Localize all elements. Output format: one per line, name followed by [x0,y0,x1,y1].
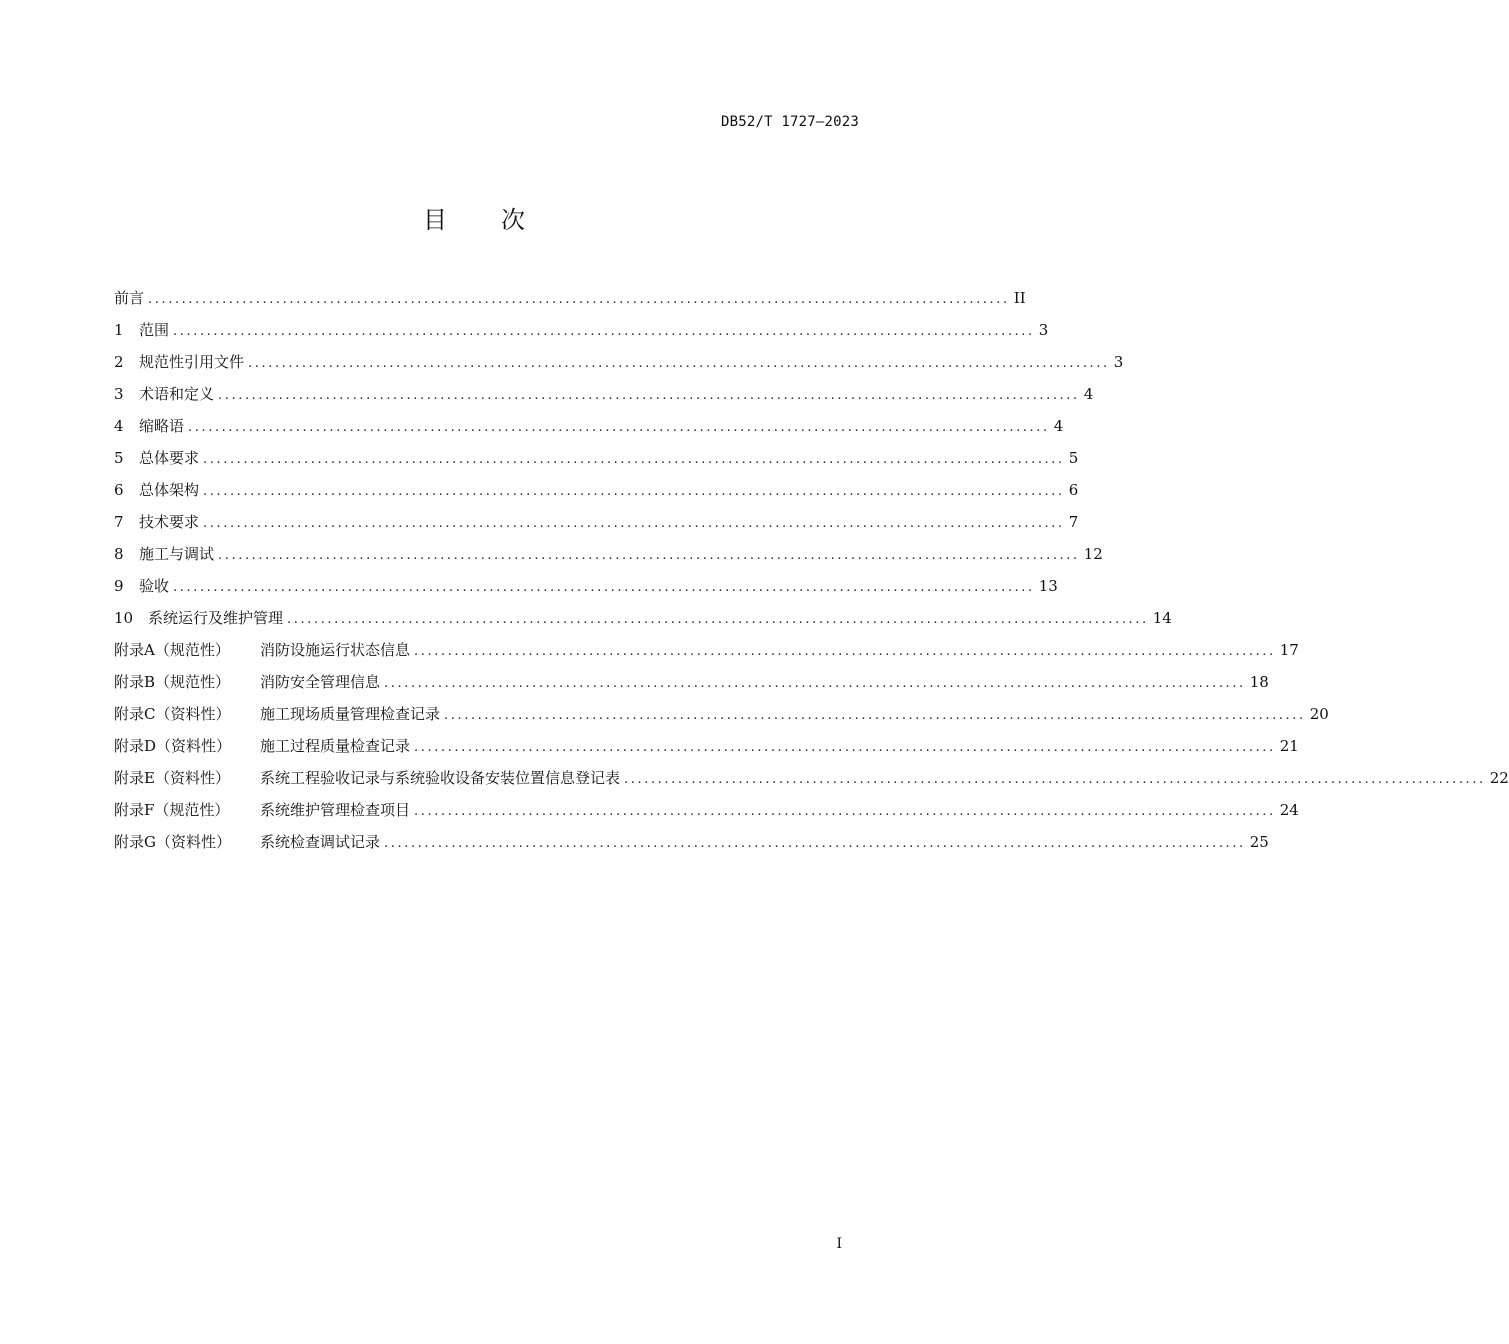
footer-page-number: I [836,1236,842,1252]
title-char-1: 目 [423,206,449,234]
toc-entry-appendix-f[interactable] [114,798,1299,830]
toc-leader-dots: ................................................................................................................................ [248,356,1110,371]
toc-leader-dots: ................................................................................................................................ [414,644,1276,659]
table-of-contents [114,286,1509,862]
toc-entry-appendix-c[interactable] [114,702,1329,734]
toc-label: 消防设施运行状态信息 [260,641,411,659]
toc-leader-dots: ................................................................................................................................ [384,676,1246,691]
toc-label: 消防安全管理信息 [260,673,381,691]
toc-entry-appendix-d[interactable] [114,734,1299,766]
toc-leader-dots: ................................................................................................................................ [188,420,1050,435]
toc-appendix-number: 附录G（资料性） [114,833,231,851]
toc-label: 施工现场质量管理检查记录 [260,705,441,723]
toc-label: 验收 [139,577,170,595]
document-code: DB52/T 1727—2023 [720,114,859,130]
toc-entry-appendix-g[interactable] [114,830,1269,862]
toc-page-number: 20 [1309,705,1329,723]
toc-leader-dots: ................................................................................................................................ [384,836,1246,851]
toc-label: 术语和定义 [139,385,215,403]
toc-number: 3 [114,385,124,403]
toc-page-number: II [1013,289,1026,307]
toc-number: 9 [114,577,124,595]
toc-entry-appendix-b[interactable] [114,670,1269,702]
toc-page-number: 24 [1279,801,1299,819]
toc-number: 5 [114,449,124,467]
toc-leader-dots: ................................................................................................................................ [148,292,1010,307]
toc-leader-dots: ................................................................................................................................ [173,580,1035,595]
toc-leader-dots: ................................................................................................................................ [414,740,1276,755]
toc-entry-10[interactable] [114,606,1172,638]
toc-leader-dots: ................................................................................................................................ [203,484,1065,499]
toc-leader-dots: ................................................................................................................................ [173,324,1035,339]
toc-label: 施工与调试 [139,545,215,563]
toc-number: 4 [114,417,124,435]
toc-label: 前言 [114,289,145,307]
toc-appendix-number: 附录D（资料性） [114,737,232,755]
toc-entry-2[interactable] [114,350,1124,382]
toc-leader-dots: ................................................................................................................................ [444,708,1306,723]
toc-appendix-number: 附录E（资料性） [114,769,230,787]
toc-page-number: 13 [1038,577,1058,595]
toc-page-number: 17 [1279,641,1299,659]
toc-label: 系统检查调试记录 [260,833,381,851]
toc-page-number: 3 [1113,353,1124,371]
toc-label: 系统工程验收记录与系统验收设备安装位置信息登记表 [260,769,621,787]
toc-page-number: 4 [1083,385,1094,403]
title-char-2: 次 [501,206,527,234]
toc-entry-foreword[interactable] [114,286,1026,318]
toc-page-number: 14 [1152,609,1172,627]
toc-number: 8 [114,545,124,563]
toc-page-number: 25 [1249,833,1269,851]
toc-entry-6[interactable] [114,478,1079,510]
toc-number: 2 [114,353,124,371]
toc-leader-dots: ................................................................................................................................ [203,452,1065,467]
toc-entry-9[interactable] [114,574,1058,606]
toc-page-number: 6 [1068,481,1079,499]
toc-leader-dots: ................................................................................................................................ [203,516,1065,531]
toc-label: 规范性引用文件 [139,353,245,371]
toc-number: 10 [114,609,134,627]
toc-page-number: 12 [1083,545,1103,563]
toc-label: 缩略语 [139,417,185,435]
toc-label: 总体架构 [139,481,200,499]
page-title [0,200,950,235]
toc-page-number: 18 [1249,673,1269,691]
toc-entry-3[interactable] [114,382,1094,414]
toc-page-number: 3 [1038,321,1049,339]
toc-number: 6 [114,481,124,499]
toc-entry-appendix-e[interactable] [114,766,1509,798]
toc-leader-dots: ................................................................................................................................ [624,772,1486,787]
toc-leader-dots: ................................................................................................................................ [218,388,1080,403]
toc-appendix-number: 附录B（规范性） [114,673,231,691]
toc-page-number: 21 [1279,737,1299,755]
toc-leader-dots: ................................................................................................................................ [218,548,1080,563]
toc-entry-1[interactable] [114,318,1049,350]
toc-number: 1 [114,321,124,339]
toc-number: 7 [114,513,124,531]
toc-label: 施工过程质量检查记录 [260,737,411,755]
toc-page-number: 7 [1068,513,1079,531]
toc-entry-5[interactable] [114,446,1079,478]
toc-label: 系统维护管理检查项目 [260,801,411,819]
toc-entry-7[interactable] [114,510,1079,542]
toc-page-number: 22 [1489,769,1509,787]
toc-entry-8[interactable] [114,542,1103,574]
toc-appendix-number: 附录C（资料性） [114,705,231,723]
toc-label: 总体要求 [139,449,200,467]
toc-label: 系统运行及维护管理 [148,609,284,627]
toc-appendix-number: 附录F（规范性） [114,801,230,819]
toc-leader-dots: ................................................................................................................................ [414,804,1276,819]
toc-label: 技术要求 [139,513,200,531]
toc-page-number: 4 [1053,417,1064,435]
toc-label: 范围 [139,321,170,339]
toc-appendix-number: 附录A（规范性） [114,641,230,659]
toc-leader-dots: ................................................................................................................................ [287,612,1149,627]
toc-entry-4[interactable] [114,414,1064,446]
toc-entry-appendix-a[interactable] [114,638,1299,670]
toc-page-number: 5 [1068,449,1079,467]
